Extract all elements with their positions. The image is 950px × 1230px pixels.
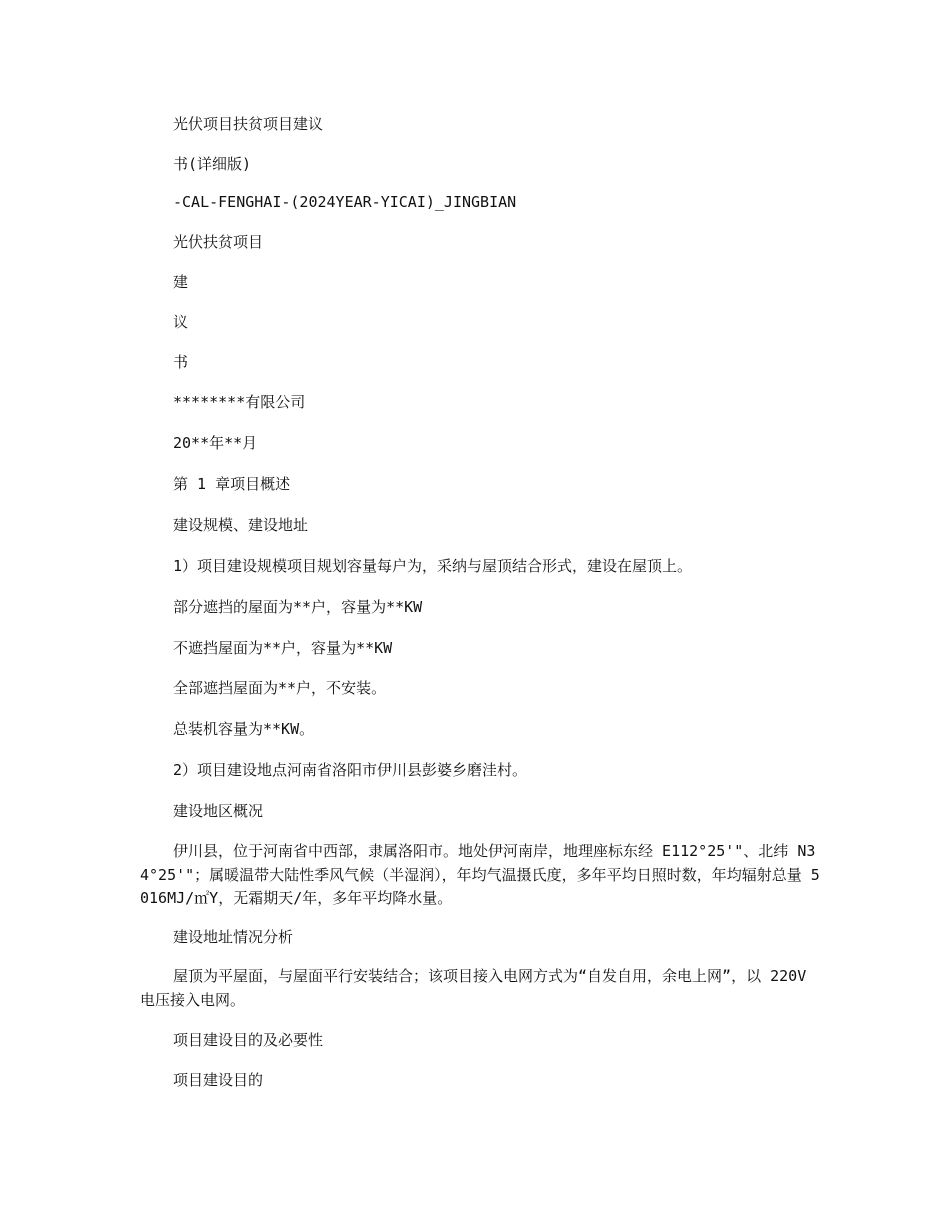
subsection-heading-purpose: 项目建设目的	[173, 1071, 264, 1089]
title-line-2: 书(详细版)	[173, 155, 252, 173]
chapter-heading: 第 1 章项目概述	[173, 475, 291, 493]
document-date: 20**年**月	[173, 434, 258, 452]
section-heading-purpose: 项目建设目的及必要性	[173, 1031, 324, 1049]
section-heading-site: 建设地址情况分析	[173, 928, 294, 946]
total-capacity-line: 总装机容量为**KW。	[173, 720, 315, 738]
cover-char-3: 书	[173, 353, 189, 371]
section-heading-area: 建设地区概况	[173, 802, 264, 820]
list-item-1: 1）项目建设规模项目规划容量每户为，采纳与屋顶结合形式，建设在屋顶上。	[173, 557, 693, 575]
partial-shade-line: 部分遮挡的屋面为**户，容量为**KW	[173, 598, 423, 616]
document-code: -CAL-FENGHAI-(2024YEAR-YICAI)_JINGBIAN	[173, 193, 517, 211]
cover-title: 光伏扶贫项目	[173, 233, 264, 251]
list-item-2: 2）项目建设地点河南省洛阳市伊川县彭婆乡磨洼村。	[173, 761, 528, 779]
company-name: ********有限公司	[173, 393, 306, 411]
no-shade-line: 不遮挡屋面为**户，容量为**KW	[173, 639, 393, 657]
cover-char-1: 建	[173, 273, 189, 291]
area-paragraph: 伊川县，位于河南省中西部，隶属洛阳市。地处伊河南岸，地理座标东经 E112°25'"、北纬 N34°25'"；属暖温带大陆性季风气候（半湿润），年均气温摄氏度，多年平均日照时数，年均辐射总量 5016MJ/㎡Y，无霜期天/年，多年平均降水量。	[140, 842, 820, 907]
full-shade-line: 全部遮挡屋面为**户，不安装。	[173, 679, 387, 697]
site-paragraph: 屋顶为平屋面，与屋面平行安装结合；该项目接入电网方式为“自发自用，余电上网”，以 220V 电压接入电网。	[140, 967, 807, 1009]
cover-char-2: 议	[173, 313, 189, 331]
title-line-1: 光伏项目扶贫项目建议	[173, 115, 324, 133]
section-heading-scale: 建设规模、建设地址	[173, 516, 309, 534]
